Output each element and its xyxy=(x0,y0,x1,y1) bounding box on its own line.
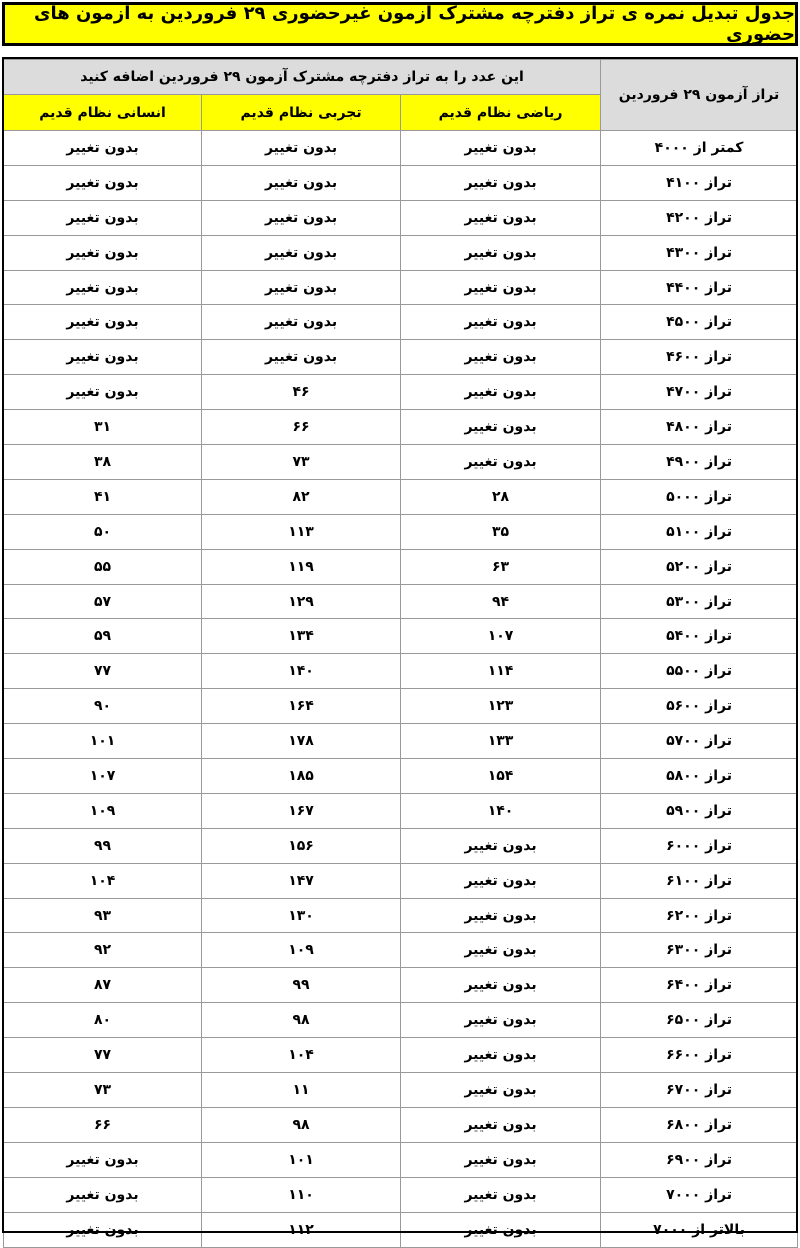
cell-math: بدون تغییر xyxy=(401,1107,601,1142)
cell-math: بدون تغییر xyxy=(401,1038,601,1073)
cell-score: تراز ۶۱۰۰ xyxy=(601,863,798,898)
cell-experimental: ۶۶ xyxy=(202,410,401,445)
cell-math: ۱۲۳ xyxy=(401,689,601,724)
cell-math: بدون تغییر xyxy=(401,131,601,166)
table-row xyxy=(4,1003,798,1038)
cell-experimental: بدون تغییر xyxy=(202,235,401,270)
table-row xyxy=(4,1212,798,1247)
cell-score: تراز ۴۸۰۰ xyxy=(601,410,798,445)
cell-score: تراز ۵۵۰۰ xyxy=(601,654,798,689)
table-row xyxy=(4,793,798,828)
cell-experimental: ۱۸۵ xyxy=(202,759,401,794)
cell-humanities: ۳۱ xyxy=(4,410,202,445)
cell-math: بدون تغییر xyxy=(401,1003,601,1038)
cell-humanities: ۹۲ xyxy=(4,933,202,968)
cell-score: تراز ۴۱۰۰ xyxy=(601,165,798,200)
cell-humanities: بدون تغییر xyxy=(4,235,202,270)
cell-score: تراز ۴۳۰۰ xyxy=(601,235,798,270)
cell-experimental: ۷۳ xyxy=(202,445,401,480)
table-row xyxy=(4,828,798,863)
cell-math: بدون تغییر xyxy=(401,1142,601,1177)
cell-experimental: ۱۳۴ xyxy=(202,619,401,654)
cell-math: ۱۵۴ xyxy=(401,759,601,794)
cell-math: بدون تغییر xyxy=(401,305,601,340)
table-row xyxy=(4,1177,798,1212)
cell-math: ۱۰۷ xyxy=(401,619,601,654)
cell-math: بدون تغییر xyxy=(401,165,601,200)
table-row xyxy=(4,1107,798,1142)
cell-math: بدون تغییر xyxy=(401,445,601,480)
cell-experimental: ۸۲ xyxy=(202,479,401,514)
table-row xyxy=(4,165,798,200)
cell-experimental: بدون تغییر xyxy=(202,200,401,235)
cell-experimental: ۱۰۴ xyxy=(202,1038,401,1073)
table-row xyxy=(4,584,798,619)
cell-score: تراز ۵۳۰۰ xyxy=(601,584,798,619)
cell-score: تراز ۴۲۰۰ xyxy=(601,200,798,235)
cell-humanities: ۵۰ xyxy=(4,514,202,549)
cell-score: تراز ۶۰۰۰ xyxy=(601,828,798,863)
cell-experimental: ۱۳۰ xyxy=(202,898,401,933)
cell-score: تراز ۶۹۰۰ xyxy=(601,1142,798,1177)
cell-humanities: ۹۹ xyxy=(4,828,202,863)
cell-humanities: بدون تغییر xyxy=(4,1212,202,1247)
cell-score: تراز ۶۸۰۰ xyxy=(601,1107,798,1142)
cell-humanities: ۸۷ xyxy=(4,968,202,1003)
cell-experimental: ۹۹ xyxy=(202,968,401,1003)
table-row xyxy=(4,445,798,480)
table-row xyxy=(4,200,798,235)
cell-score: تراز ۶۵۰۰ xyxy=(601,1003,798,1038)
table-row xyxy=(4,479,798,514)
table-row xyxy=(4,759,798,794)
cell-humanities: ۹۰ xyxy=(4,689,202,724)
cell-score: تراز ۷۰۰۰ xyxy=(601,1177,798,1212)
cell-humanities: ۵۵ xyxy=(4,549,202,584)
cell-humanities: ۵۷ xyxy=(4,584,202,619)
cell-humanities: ۷۳ xyxy=(4,1073,202,1108)
cell-score: تراز ۶۷۰۰ xyxy=(601,1073,798,1108)
cell-humanities: بدون تغییر xyxy=(4,305,202,340)
cell-experimental: ۱۱۳ xyxy=(202,514,401,549)
cell-score: کمتر از ۴۰۰۰ xyxy=(601,131,798,166)
cell-math: بدون تغییر xyxy=(401,863,601,898)
cell-score: تراز ۵۶۰۰ xyxy=(601,689,798,724)
cell-experimental: ۱۰۹ xyxy=(202,933,401,968)
cell-math: بدون تغییر xyxy=(401,828,601,863)
cell-humanities: ۷۷ xyxy=(4,1038,202,1073)
cell-humanities: بدون تغییر xyxy=(4,165,202,200)
cell-experimental: ۱۴۰ xyxy=(202,654,401,689)
table-body xyxy=(4,131,798,1248)
cell-experimental: ۹۸ xyxy=(202,1003,401,1038)
table-row xyxy=(4,724,798,759)
cell-math: ۶۳ xyxy=(401,549,601,584)
conversion-table xyxy=(3,59,798,1248)
title-banner xyxy=(2,2,798,46)
table-row xyxy=(4,1142,798,1177)
table-row xyxy=(4,131,798,166)
cell-score: تراز ۵۸۰۰ xyxy=(601,759,798,794)
cell-humanities: ۸۰ xyxy=(4,1003,202,1038)
cell-experimental: بدون تغییر xyxy=(202,270,401,305)
cell-math: بدون تغییر xyxy=(401,410,601,445)
table-row xyxy=(4,340,798,375)
cell-experimental: بدون تغییر xyxy=(202,131,401,166)
cell-score: تراز ۵۹۰۰ xyxy=(601,793,798,828)
table-row xyxy=(4,549,798,584)
cell-experimental: ۱۶۴ xyxy=(202,689,401,724)
page-title: جدول تبدیل نمره ی تراز دفترچه مشترک آزمون غیرحضوری ۲۹ فروردین به آزمون های حضوری xyxy=(34,3,795,45)
cell-math: بدون تغییر xyxy=(401,1177,601,1212)
cell-score: بالاتر از ۷۰۰۰ xyxy=(601,1212,798,1247)
table-row xyxy=(4,270,798,305)
cell-math: بدون تغییر xyxy=(401,898,601,933)
table-row xyxy=(4,863,798,898)
cell-math: ۲۸ xyxy=(401,479,601,514)
header-add-note: این عدد را به تراز دفترچه مشترک آزمون ۲۹ فروردین اضافه کنید xyxy=(4,60,601,95)
cell-humanities: بدون تغییر xyxy=(4,200,202,235)
table-row xyxy=(4,933,798,968)
cell-score: تراز ۵۰۰۰ xyxy=(601,479,798,514)
cell-humanities: ۶۶ xyxy=(4,1107,202,1142)
cell-experimental: ۱۲۹ xyxy=(202,584,401,619)
cell-experimental: ۱۶۷ xyxy=(202,793,401,828)
cell-experimental: ۱۱ xyxy=(202,1073,401,1108)
cell-math: بدون تغییر xyxy=(401,200,601,235)
cell-math: بدون تغییر xyxy=(401,1212,601,1247)
cell-score: تراز ۴۹۰۰ xyxy=(601,445,798,480)
cell-experimental: ۱۷۸ xyxy=(202,724,401,759)
cell-score: تراز ۴۶۰۰ xyxy=(601,340,798,375)
table-row xyxy=(4,235,798,270)
cell-score: تراز ۵۷۰۰ xyxy=(601,724,798,759)
cell-humanities: ۱۰۴ xyxy=(4,863,202,898)
cell-humanities: بدون تغییر xyxy=(4,340,202,375)
cell-math: بدون تغییر xyxy=(401,375,601,410)
header-score: تراز آزمون ۲۹ فروردین xyxy=(601,60,798,131)
table-row xyxy=(4,514,798,549)
cell-humanities: ۱۰۱ xyxy=(4,724,202,759)
table-row xyxy=(4,305,798,340)
cell-score: تراز ۶۳۰۰ xyxy=(601,933,798,968)
header-experimental: تجربی نظام قدیم xyxy=(202,95,401,131)
cell-score: تراز ۵۱۰۰ xyxy=(601,514,798,549)
table-row xyxy=(4,654,798,689)
table-row xyxy=(4,968,798,1003)
cell-math: ۱۳۳ xyxy=(401,724,601,759)
table-row xyxy=(4,1038,798,1073)
cell-experimental: ۱۰۱ xyxy=(202,1142,401,1177)
table-row xyxy=(4,410,798,445)
cell-math: بدون تغییر xyxy=(401,270,601,305)
cell-experimental: بدون تغییر xyxy=(202,305,401,340)
cell-score: تراز ۵۴۰۰ xyxy=(601,619,798,654)
cell-score: تراز ۴۵۰۰ xyxy=(601,305,798,340)
cell-score: تراز ۶۴۰۰ xyxy=(601,968,798,1003)
cell-humanities: بدون تغییر xyxy=(4,270,202,305)
cell-experimental: ۴۶ xyxy=(202,375,401,410)
cell-humanities: ۵۹ xyxy=(4,619,202,654)
cell-math: بدون تغییر xyxy=(401,968,601,1003)
cell-humanities: ۷۷ xyxy=(4,654,202,689)
cell-humanities: بدون تغییر xyxy=(4,1142,202,1177)
cell-humanities: ۱۰۷ xyxy=(4,759,202,794)
cell-math: ۱۴۰ xyxy=(401,793,601,828)
cell-math: بدون تغییر xyxy=(401,340,601,375)
cell-experimental: ۱۱۰ xyxy=(202,1177,401,1212)
cell-experimental: ۱۱۲ xyxy=(202,1212,401,1247)
table-row xyxy=(4,375,798,410)
cell-humanities: ۴۱ xyxy=(4,479,202,514)
cell-score: تراز ۶۶۰۰ xyxy=(601,1038,798,1073)
cell-humanities: بدون تغییر xyxy=(4,1177,202,1212)
table-row xyxy=(4,1073,798,1108)
cell-experimental: ۱۵۶ xyxy=(202,828,401,863)
cell-score: تراز ۴۷۰۰ xyxy=(601,375,798,410)
cell-math: ۱۱۴ xyxy=(401,654,601,689)
cell-experimental: بدون تغییر xyxy=(202,165,401,200)
header-math: ریاضی نظام قدیم xyxy=(401,95,601,131)
table-row xyxy=(4,898,798,933)
cell-score: تراز ۴۴۰۰ xyxy=(601,270,798,305)
cell-experimental: بدون تغییر xyxy=(202,340,401,375)
cell-math: ۳۵ xyxy=(401,514,601,549)
cell-humanities: ۳۸ xyxy=(4,445,202,480)
cell-experimental: ۹۸ xyxy=(202,1107,401,1142)
cell-math: بدون تغییر xyxy=(401,235,601,270)
table-row xyxy=(4,689,798,724)
cell-humanities: بدون تغییر xyxy=(4,375,202,410)
table-row xyxy=(4,619,798,654)
cell-math: بدون تغییر xyxy=(401,933,601,968)
cell-score: تراز ۵۲۰۰ xyxy=(601,549,798,584)
cell-humanities: ۱۰۹ xyxy=(4,793,202,828)
cell-math: ۹۴ xyxy=(401,584,601,619)
cell-experimental: ۱۱۹ xyxy=(202,549,401,584)
cell-math: بدون تغییر xyxy=(401,1073,601,1108)
cell-humanities: ۹۳ xyxy=(4,898,202,933)
cell-score: تراز ۶۲۰۰ xyxy=(601,898,798,933)
header-humanities: انسانی نظام قدیم xyxy=(4,95,202,131)
cell-experimental: ۱۴۷ xyxy=(202,863,401,898)
cell-humanities: بدون تغییر xyxy=(4,131,202,166)
